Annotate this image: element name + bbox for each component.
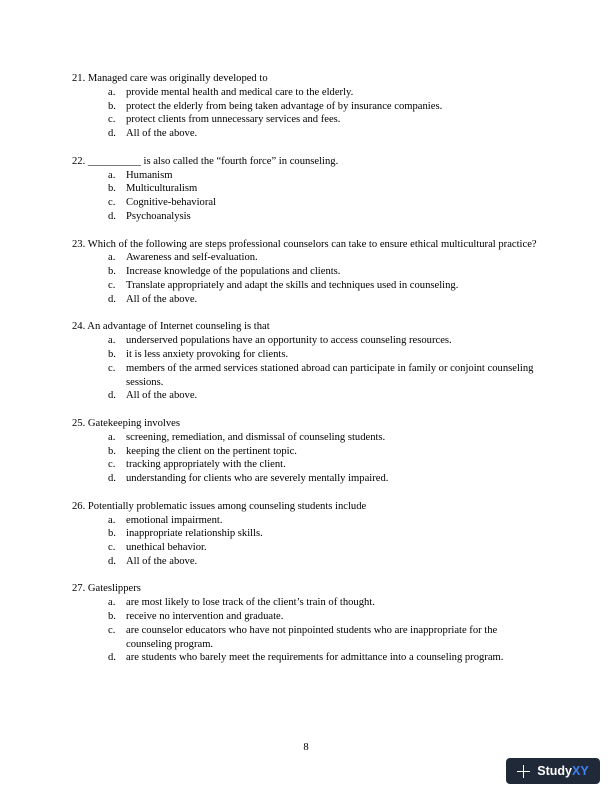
option-text: Cognitive-behavioral bbox=[126, 197, 217, 209]
option-d bbox=[72, 555, 540, 569]
option-text: protect clients from unnecessary services and fees. bbox=[126, 114, 341, 126]
option-b bbox=[72, 348, 540, 362]
option-text: it is less anxiety provoking for clients. bbox=[126, 348, 289, 360]
option-text: understanding for clients who are severely mentally impaired. bbox=[126, 473, 389, 485]
option-letter: d. bbox=[108, 128, 116, 140]
option-text: members of the armed services stationed abroad can participate in family or conjoint counseling sessions. bbox=[126, 362, 534, 388]
option-letter: b. bbox=[108, 528, 116, 540]
option-a bbox=[72, 596, 540, 610]
question-list bbox=[72, 72, 540, 679]
option-letter: a. bbox=[108, 86, 116, 98]
question-22 bbox=[72, 155, 540, 224]
option-text: Multiculturalism bbox=[126, 183, 198, 195]
option-b bbox=[72, 527, 540, 541]
option-c bbox=[72, 541, 540, 555]
question-stem: 22. __________ is also called the “fourth force” in counseling. bbox=[72, 155, 339, 167]
studyxy-badge[interactable] bbox=[506, 758, 600, 784]
option-letter: c. bbox=[108, 459, 116, 471]
option-text: All of the above. bbox=[126, 555, 198, 567]
option-text: emotional impairment. bbox=[126, 514, 223, 526]
option-text: keeping the client on the pertinent topic. bbox=[126, 445, 297, 457]
option-text: Humanism bbox=[126, 169, 173, 181]
option-text: All of the above. bbox=[126, 390, 198, 402]
badge-text-accent: XY bbox=[572, 764, 589, 778]
option-c bbox=[72, 624, 540, 652]
option-d bbox=[72, 472, 540, 486]
question-stem: 25. Gatekeeping involves bbox=[72, 417, 180, 429]
option-letter: a. bbox=[108, 597, 116, 609]
option-text: inappropriate relationship skills. bbox=[126, 528, 263, 540]
question-23 bbox=[72, 238, 540, 307]
option-list bbox=[72, 334, 540, 403]
option-letter: a. bbox=[108, 335, 116, 347]
option-text: tracking appropriately with the client. bbox=[126, 459, 286, 471]
option-text: are most likely to lose track of the client’s train of thought. bbox=[126, 597, 375, 609]
option-a bbox=[72, 514, 540, 528]
option-text: unethical behavior. bbox=[126, 542, 207, 554]
page-number: 8 bbox=[303, 742, 309, 753]
option-b bbox=[72, 445, 540, 459]
question-27 bbox=[72, 582, 540, 665]
question-stem: 24. An advantage of Internet counseling is that bbox=[72, 321, 270, 333]
option-b bbox=[72, 610, 540, 624]
option-d bbox=[72, 127, 540, 141]
badge-text-main: Study bbox=[537, 764, 573, 778]
option-c bbox=[72, 113, 540, 127]
question-21 bbox=[72, 72, 540, 141]
option-list bbox=[72, 86, 540, 141]
option-list bbox=[72, 169, 540, 224]
option-a bbox=[72, 169, 540, 183]
option-letter: a. bbox=[108, 169, 116, 181]
question-25 bbox=[72, 417, 540, 486]
option-letter: d. bbox=[108, 390, 116, 402]
option-text: Translate appropriately and adapt the skills and techniques used in counseling. bbox=[126, 279, 459, 291]
option-text: receive no intervention and graduate. bbox=[126, 611, 284, 623]
option-text: protect the elderly from being taken advantage of by insurance companies. bbox=[126, 100, 443, 112]
option-c bbox=[72, 458, 540, 472]
question-26 bbox=[72, 500, 540, 569]
question-stem: 21. Managed care was originally developed to bbox=[72, 73, 268, 84]
option-letter: d. bbox=[108, 210, 116, 222]
option-b bbox=[72, 265, 540, 279]
option-text: Awareness and self-evaluation. bbox=[126, 252, 258, 264]
plus-icon bbox=[517, 765, 530, 778]
option-letter: b. bbox=[108, 183, 116, 195]
option-letter: b. bbox=[108, 611, 116, 623]
option-c bbox=[72, 362, 540, 390]
question-stem: 27. Gateslippers bbox=[72, 583, 141, 595]
option-list bbox=[72, 596, 540, 665]
option-c bbox=[72, 279, 540, 293]
option-d bbox=[72, 293, 540, 307]
option-letter: b. bbox=[108, 445, 116, 457]
option-a bbox=[72, 431, 540, 445]
option-letter: c. bbox=[108, 624, 116, 636]
option-text: Increase knowledge of the populations and clients. bbox=[126, 266, 341, 278]
option-text: screening, remediation, and dismissal of counseling students. bbox=[126, 431, 386, 443]
question-stem: 23. Which of the following are steps professional counselors can take to ensure ethical multicultural practice? bbox=[72, 238, 537, 250]
option-text: provide mental health and medical care to the elderly. bbox=[126, 86, 354, 98]
option-letter: d. bbox=[108, 473, 116, 485]
option-letter: d. bbox=[108, 555, 116, 567]
option-list bbox=[72, 251, 540, 306]
option-letter: c. bbox=[108, 197, 116, 209]
option-d bbox=[72, 651, 540, 665]
option-text: All of the above. bbox=[126, 293, 198, 305]
option-b bbox=[72, 100, 540, 114]
option-d bbox=[72, 210, 540, 224]
option-text: All of the above. bbox=[126, 128, 198, 140]
question-24 bbox=[72, 320, 540, 403]
question-stem: 26. Potentially problematic issues among counseling students include bbox=[72, 500, 367, 512]
option-letter: c. bbox=[108, 542, 116, 554]
option-text: underserved populations have an opportunity to access counseling resources. bbox=[126, 335, 452, 347]
option-letter: b. bbox=[108, 266, 116, 278]
option-b bbox=[72, 182, 540, 196]
option-text: are students who barely meet the requirements for admittance into a counseling program. bbox=[126, 652, 504, 664]
option-list bbox=[72, 514, 540, 569]
option-letter: c. bbox=[108, 114, 116, 126]
option-letter: a. bbox=[108, 431, 116, 443]
option-c bbox=[72, 196, 540, 210]
option-letter: b. bbox=[108, 100, 116, 112]
option-a bbox=[72, 251, 540, 265]
option-letter: b. bbox=[108, 348, 116, 360]
option-list bbox=[72, 431, 540, 486]
option-letter: d. bbox=[108, 293, 116, 305]
option-letter: c. bbox=[108, 362, 116, 374]
option-d bbox=[72, 389, 540, 403]
option-text: are counselor educators who have not pinpointed students who are inappropriate for the counseling program. bbox=[126, 624, 498, 650]
option-text: Psychoanalysis bbox=[126, 210, 191, 222]
option-letter: c. bbox=[108, 279, 116, 291]
option-a bbox=[72, 334, 540, 348]
option-letter: d. bbox=[108, 652, 116, 664]
option-letter: a. bbox=[108, 252, 116, 264]
option-a bbox=[72, 86, 540, 100]
option-letter: a. bbox=[108, 514, 116, 526]
